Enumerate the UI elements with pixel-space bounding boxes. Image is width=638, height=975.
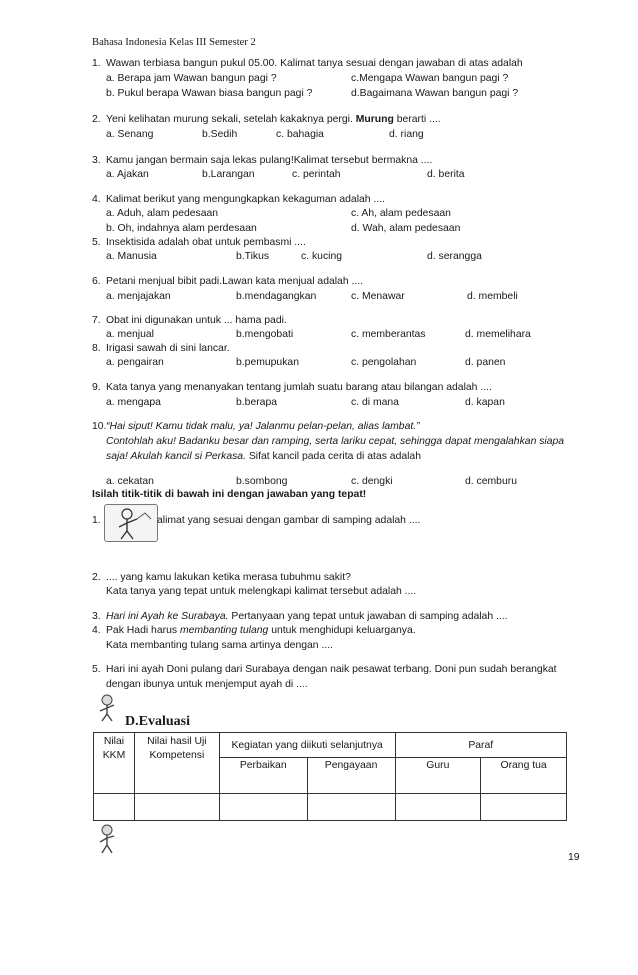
student-figure-icon [95, 823, 121, 855]
option-b: b.berapa [236, 397, 278, 408]
question-number: 4. [92, 194, 101, 205]
empty-cell [134, 794, 219, 821]
question-10 [92, 421, 106, 432]
option-d: d. kapan [465, 397, 505, 408]
page-header: Bahasa Indonesia Kelas III Semester 2 [92, 37, 256, 48]
option-c: c.Mengapa Wawan bangun pagi ? [351, 73, 509, 84]
essay-5-number: 5. [92, 664, 101, 675]
essay-4-line2: Kata membanting tulang sama artinya dengan .... [106, 640, 334, 651]
option-d: d. serangga [427, 251, 482, 262]
question-text: Kata tanya yang menanyakan tentang jumlah suatu barang atau bilangan adalah .... [106, 382, 492, 393]
option-c: c. dengki [351, 476, 393, 487]
option-c: c. di mana [351, 397, 399, 408]
option-a: a. cekatan [106, 476, 154, 487]
option-b: b.sombong [236, 476, 288, 487]
essay-2-line1: .... yang kamu lakukan ketika merasa tubuhmu sakit? [106, 572, 351, 583]
header-nilai-kkm: Nilai KKM [94, 733, 135, 794]
option-b: b.Sedih [202, 129, 238, 140]
essay-3-number: 3. [92, 611, 101, 622]
essay-2-line2: Kata tanya yang tepat untuk melengkapi kalimat tersebut adalah .... [106, 586, 417, 597]
question-5 [92, 237, 306, 248]
essay-4-line1: Pak Hadi harus membanting tulang untuk menghidupi keluarganya. [106, 625, 416, 636]
option-c: c. perintah [292, 169, 341, 180]
question-text: Kalimat berikut yang mengungkapkan kekaguman adalah .... [106, 194, 385, 205]
essay-1-number: 1. [92, 515, 101, 526]
question-text: Irigasi sawah di sini lancar. [106, 343, 230, 354]
empty-cell [481, 794, 567, 821]
table-row [94, 794, 567, 821]
header-kegiatan: Kegiatan yang diikuti selanjutnya [219, 733, 395, 758]
option-a: a. Berapa jam Wawan bangun pagi ? [106, 73, 277, 84]
option-d: d. memelihara [465, 329, 531, 340]
question-number: 9. [92, 382, 101, 393]
question-9 [92, 382, 492, 393]
option-b: b. Oh, indahnya alam perdesaan [106, 223, 257, 234]
question-3 [92, 155, 433, 166]
option-a: a. mengapa [106, 397, 161, 408]
empty-cell [395, 794, 481, 821]
essay-5-line1: Hari ini ayah Doni pulang dari Surabaya dengan naik pesawat terbang. Doni pun sudah berangkat [106, 664, 557, 675]
story-line-2: Contohlah aku! Badanku besar dan ramping, serta lariku cepat, sehingga dapat mengalahkan siapa [106, 436, 565, 447]
question-number: 5. [92, 237, 101, 248]
question-text: Petani menjual bibit padi.Lawan kata menjual adalah .... [106, 276, 364, 287]
option-d: d. panen [465, 357, 506, 368]
question-4 [92, 194, 385, 205]
question-number: 1. [92, 58, 101, 69]
option-c: c. Ah, alam pedesaan [351, 208, 451, 219]
option-d: d. riang [389, 129, 424, 140]
empty-cell [94, 794, 135, 821]
option-a: a. Ajakan [106, 169, 149, 180]
option-a: a. menjual [106, 329, 154, 340]
question-2 [92, 114, 441, 125]
option-b: b.pemupukan [236, 357, 299, 368]
option-c: c. pengolahan [351, 357, 417, 368]
evaluation-title: D.Evaluasi [125, 714, 190, 729]
subheader-orang-tua: Orang tua [481, 758, 567, 794]
option-d: d.Bagaimana Wawan bangun pagi ? [351, 88, 519, 99]
subheader-perbaikan: Perbaikan [219, 758, 307, 794]
option-b: b.Larangan [202, 169, 255, 180]
essay-3-text: Hari ini Ayah ke Surabaya. Pertanyaan yang tepat untuk jawaban di samping adalah .... [106, 611, 508, 622]
question-number: 2. [92, 114, 101, 125]
question-text: Kamu jangan bermain saja lekas pulang!Kalimat tersebut bermakna .... [106, 155, 433, 166]
question-number: 6. [92, 276, 101, 287]
question-number: 3. [92, 155, 101, 166]
essay-1-text: alimat yang sesuai dengan gambar di samping adalah .... [157, 515, 421, 526]
header-nilai-uji: Nilai hasil Uji Kompetensi [134, 733, 219, 794]
essay-5-line2: dengan ibunya untuk menjemput ayah di .... [106, 679, 308, 690]
option-c: c. bahagia [276, 129, 324, 140]
question-8 [92, 343, 230, 354]
question-number: 7. [92, 315, 101, 326]
option-c: c. Menawar [351, 291, 405, 302]
option-a: a. menjajakan [106, 291, 171, 302]
student-figure-icon [95, 693, 121, 723]
question-7 [92, 315, 287, 326]
question-text: Yeni kelihatan murung sekali, setelah kakaknya pergi. Murung berarti .... [106, 114, 441, 125]
option-d: d. membeli [467, 291, 518, 302]
subheader-pengayaan: Pengayaan [307, 758, 395, 794]
question-1 [92, 58, 523, 69]
option-b: b.mengobati [236, 329, 294, 340]
header-paraf: Paraf [395, 733, 567, 758]
question-text: Wawan terbiasa bangun pukul 05.00. Kalimat tanya sesuai dengan jawaban di atas adalah [106, 58, 523, 69]
question-text: Obat ini digunakan untuk ... hama padi. [106, 315, 287, 326]
option-d: d. Wah, alam pedesaan [351, 223, 461, 234]
option-a: a. Senang [106, 129, 154, 140]
option-d: d. cemburu [465, 476, 517, 487]
option-b: b.Tikus [236, 251, 270, 262]
boy-illustration [104, 504, 158, 542]
story-line-3: saja! Akulah kancil si Perkasa. Sifat kancil pada cerita di atas adalah [106, 451, 421, 462]
evaluation-table [93, 732, 567, 821]
option-b: b. Pukul berapa Wawan biasa bangun pagi ? [106, 88, 313, 99]
page-number: 19 [568, 852, 580, 863]
option-a: a. Aduh, alam pedesaan [106, 208, 219, 219]
empty-cell [307, 794, 395, 821]
option-a: a. pengairan [106, 357, 164, 368]
option-c: c. memberantas [351, 329, 426, 340]
essay-4-number: 4. [92, 625, 101, 636]
subheader-guru: Guru [395, 758, 481, 794]
question-number: 8. [92, 343, 101, 354]
question-number: 10. [92, 421, 107, 432]
story-line-1: “Hai siput! Kamu tidak malu, ya! Jalanmu pelan-pelan, alias lambat.” [106, 421, 420, 432]
question-text: Insektisida adalah obat untuk pembasmi .... [106, 237, 306, 248]
essay-2-number: 2. [92, 572, 101, 583]
section-heading: Isilah titik-titik di bawah ini dengan jawaban yang tepat! [92, 489, 367, 500]
question-6 [92, 276, 364, 287]
option-d: d. berita [427, 169, 465, 180]
option-a: a. Manusia [106, 251, 157, 262]
option-c: c. kucing [301, 251, 343, 262]
option-b: b.mendagangkan [236, 291, 317, 302]
empty-cell [219, 794, 307, 821]
